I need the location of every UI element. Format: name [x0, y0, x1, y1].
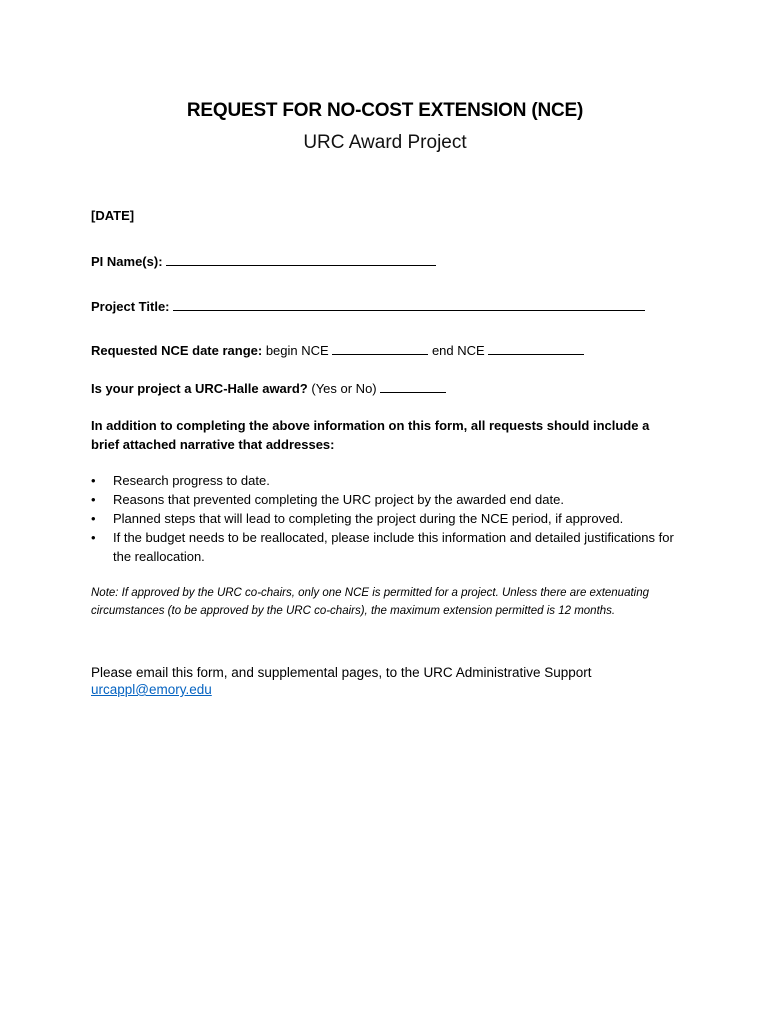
halle-answer-field[interactable] [380, 380, 446, 393]
bullet-icon: • [91, 511, 96, 526]
halle-question: Is your project a URC-Halle award? [91, 381, 308, 396]
project-title-label: Project Title: [91, 299, 170, 314]
nce-begin-field[interactable] [332, 342, 428, 355]
email-instruction: Please email this form, and supplemental pages, to the URC Administrative Support [91, 665, 592, 680]
halle-award-row [91, 380, 446, 396]
note-paragraph: Note: If approved by the URC co-chairs, only one NCE is permitted for a project. Unless there are extenuating circumstances (to be approved by the URC co-chairs), the maximum extension permitted is 12 months. [91, 587, 650, 617]
halle-options: (Yes or No) [311, 381, 377, 396]
list-item [91, 490, 681, 509]
project-title-field[interactable] [173, 298, 645, 311]
instructions-paragraph: In addition to completing the above information on this form, all requests should include a brief attached narrative that addresses: [91, 418, 650, 452]
list-item [91, 509, 681, 528]
nce-end-text: end NCE [431, 343, 485, 358]
nce-range-label: Requested NCE date range: [91, 343, 263, 358]
email-link[interactable]: urcappl@emory.edu [91, 682, 212, 697]
bullet-icon: • [91, 530, 96, 545]
bullet-icon: • [91, 492, 96, 507]
document-title: REQUEST FOR NO-COST EXTENSION (NCE) [186, 100, 584, 121]
list-item [91, 528, 681, 566]
pi-names-label: PI Name(s): [91, 254, 163, 269]
nce-end-field[interactable] [488, 342, 584, 355]
list-item [91, 471, 681, 490]
bullet-text: Reasons that prevented completing the URC project by the awarded end date. [113, 492, 564, 507]
bullet-icon: • [91, 473, 96, 488]
bullet-text: Planned steps that will lead to completing the project during the NCE period, if approved. [113, 511, 624, 526]
bullet-text: Research progress to date. [113, 473, 270, 488]
nce-range-row [91, 342, 584, 358]
date-placeholder: [DATE] [91, 208, 135, 223]
project-title-row [91, 298, 645, 314]
narrative-bullet-list [91, 471, 681, 566]
document-subtitle: URC Award Project [303, 132, 467, 153]
pi-names-field[interactable] [166, 253, 436, 266]
pi-names-row [91, 253, 436, 269]
bullet-text: If the budget needs to be reallocated, please include this information and detailed justifications for the reallocation. [113, 530, 674, 564]
nce-begin-text: begin NCE [265, 343, 329, 358]
